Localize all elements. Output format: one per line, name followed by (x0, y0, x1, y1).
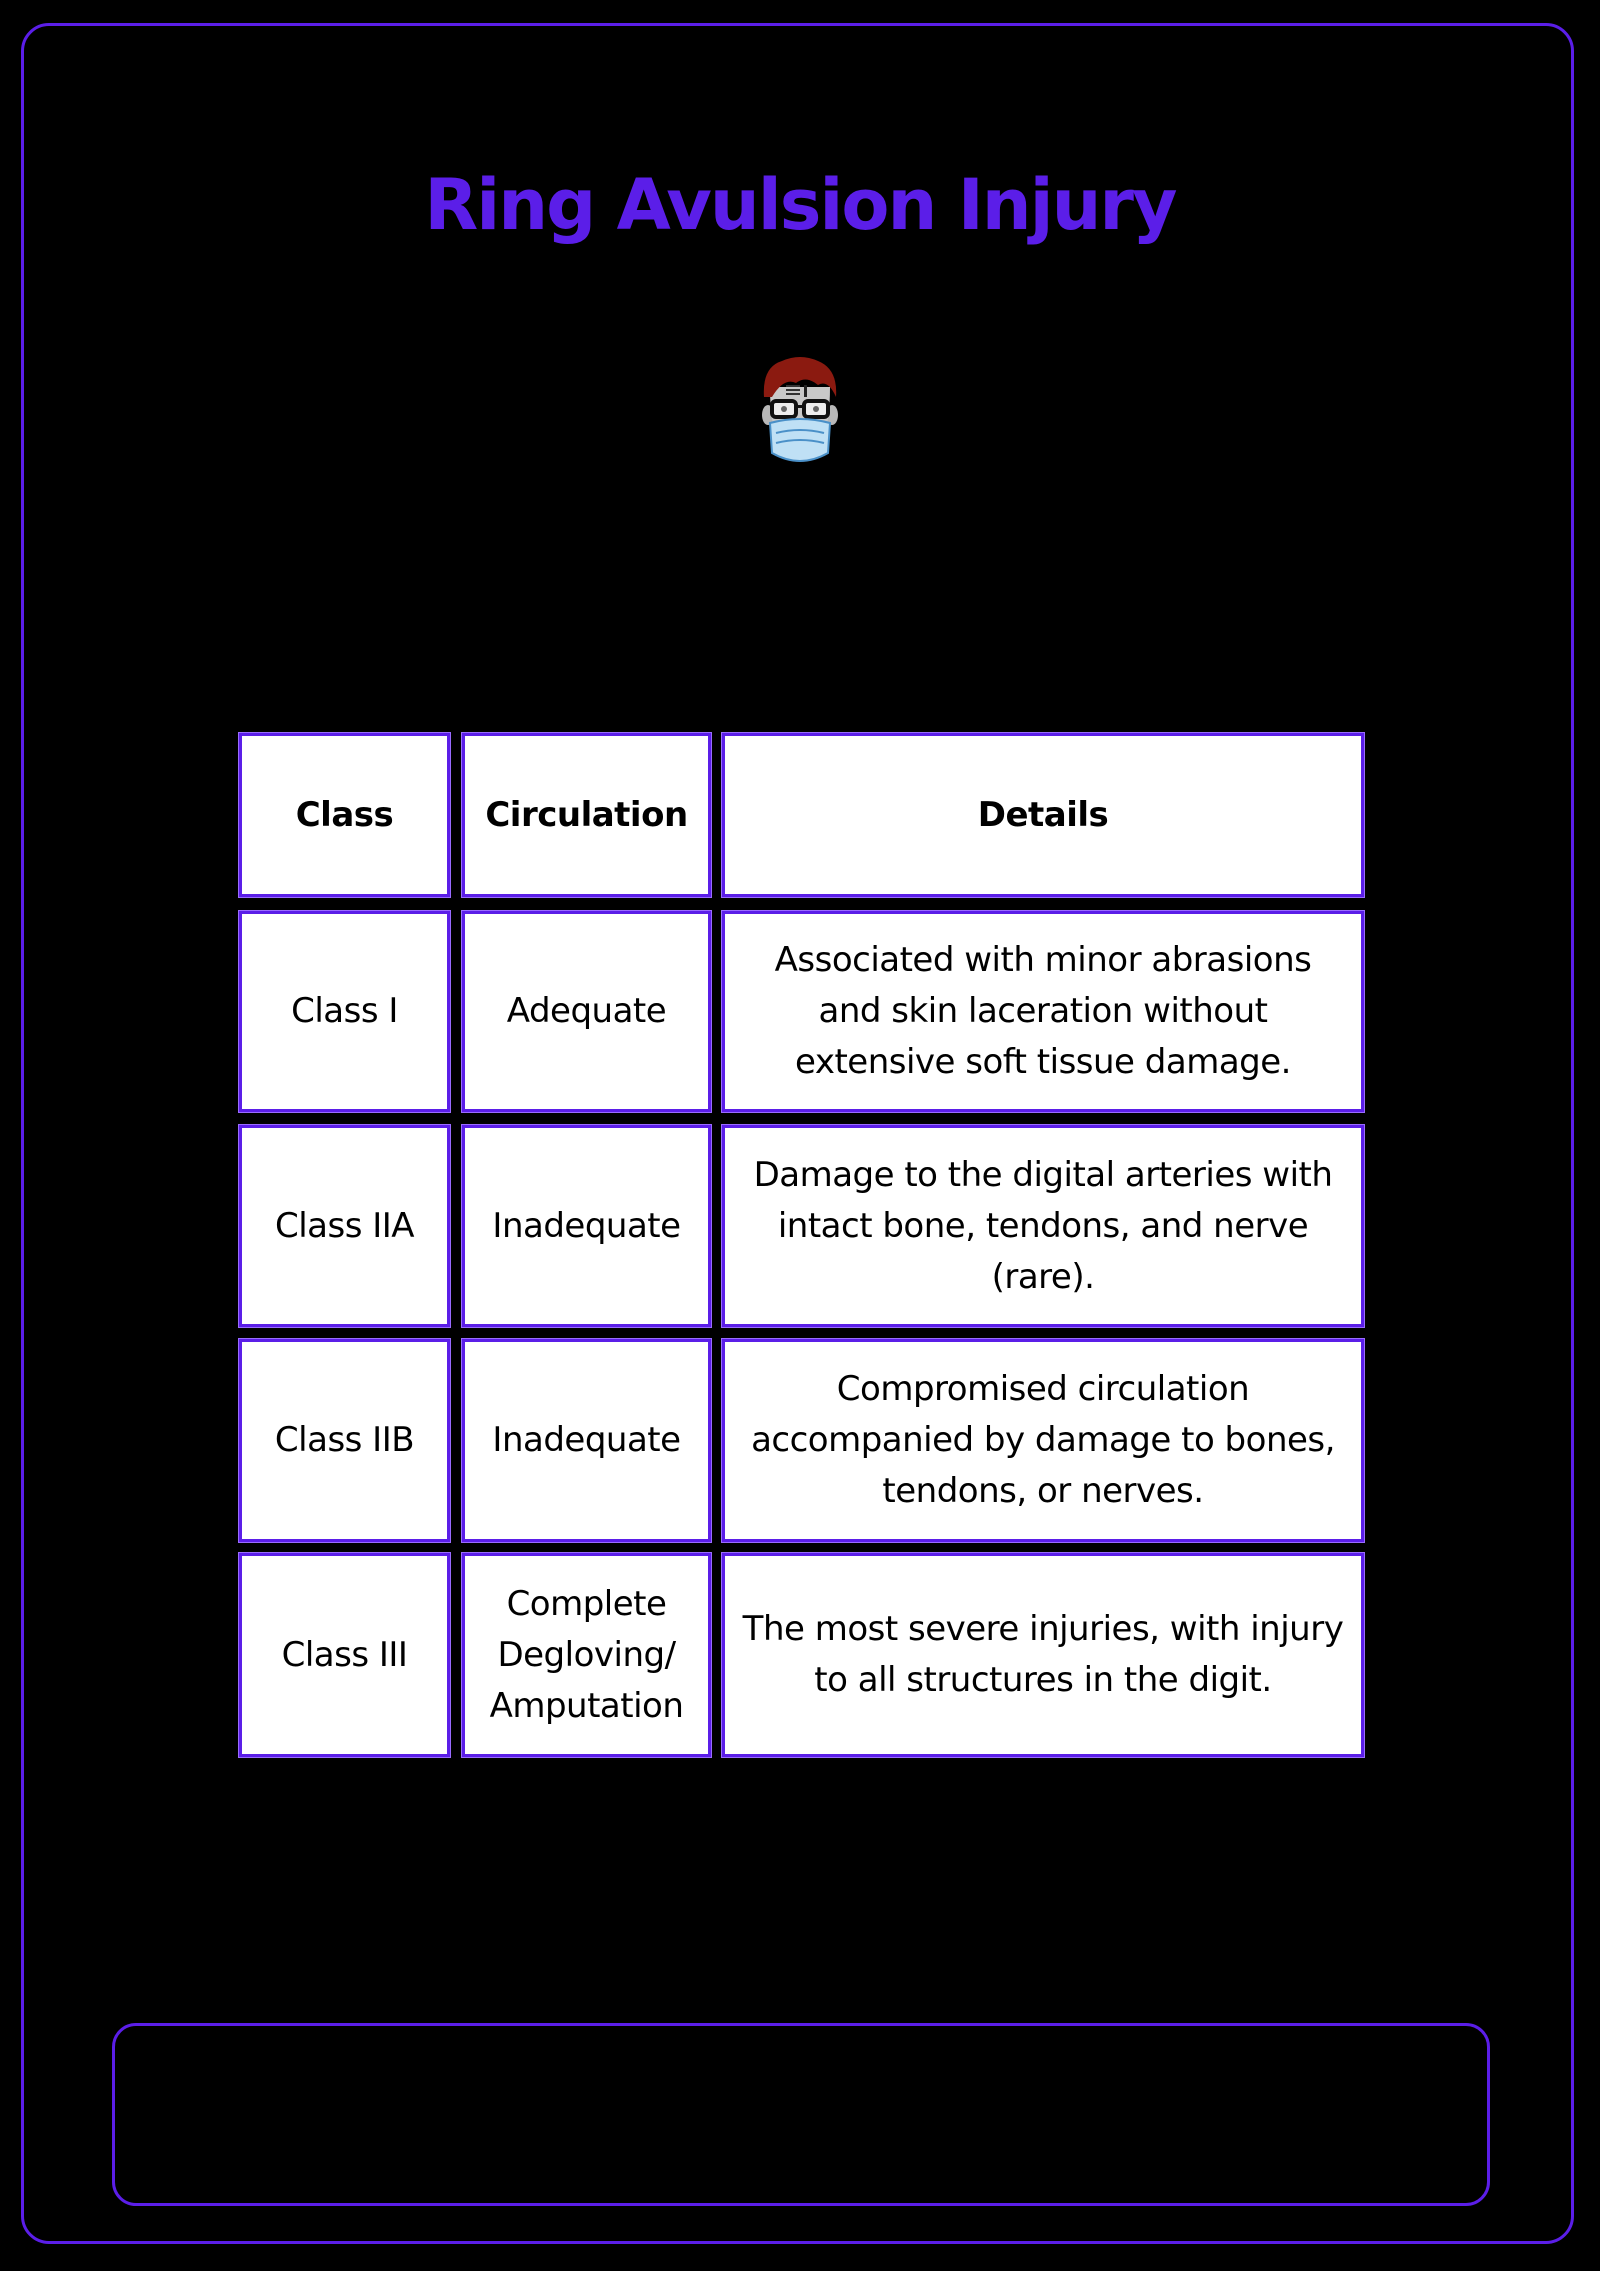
header-label: Details (977, 794, 1109, 835)
table-header-circulation (462, 733, 711, 897)
table-header-details (722, 733, 1364, 897)
cell-text: Class IIA (274, 1205, 415, 1246)
table-row-3-details (722, 1339, 1364, 1542)
masked-doctor-avatar-icon (762, 357, 838, 465)
table-row-3-class (239, 1339, 450, 1542)
table-row-1-class (239, 911, 450, 1112)
cell-text: Inadequate (492, 1420, 681, 1460)
table-row-2-circulation (462, 1125, 711, 1327)
table-row-4-details (722, 1553, 1364, 1757)
cell-text: Adequate (506, 991, 667, 1031)
footer-box (112, 2023, 1490, 2206)
cell-text: Class IIB (274, 1420, 415, 1460)
cell-text: The most severe injuries, with injury to all structures in the digit. (742, 1609, 1344, 1700)
cell-text: Class III (281, 1634, 408, 1675)
table-row-2-class (239, 1125, 450, 1327)
cell-text: Damage to the digital arteries with intact bone, tendons, and nerve (rare). (753, 1154, 1333, 1297)
header-label: Class (295, 794, 394, 835)
table-row-4-circulation (462, 1553, 711, 1757)
cell-text: Class I (291, 991, 398, 1031)
cell-text: Compromised circulation accompanied by damage to bones, tendons, or nerves. (751, 1369, 1335, 1511)
table-row-1-circulation (462, 911, 711, 1112)
table-row-4-class (239, 1553, 450, 1757)
table-row-2-details (722, 1125, 1364, 1327)
cell-text: Inadequate (492, 1205, 681, 1246)
table-row-3-circulation (462, 1339, 711, 1542)
cell-text: Complete Degloving/ Amputation (489, 1583, 684, 1726)
page-title: Ring Avulsion Injury (424, 164, 1176, 246)
cell-text: Associated with minor abrasions and skin laceration without extensive soft tissue damage. (774, 940, 1312, 1082)
table-header-class (239, 733, 450, 897)
header-label: Circulation (485, 794, 688, 835)
table-row-1-details (722, 911, 1364, 1112)
